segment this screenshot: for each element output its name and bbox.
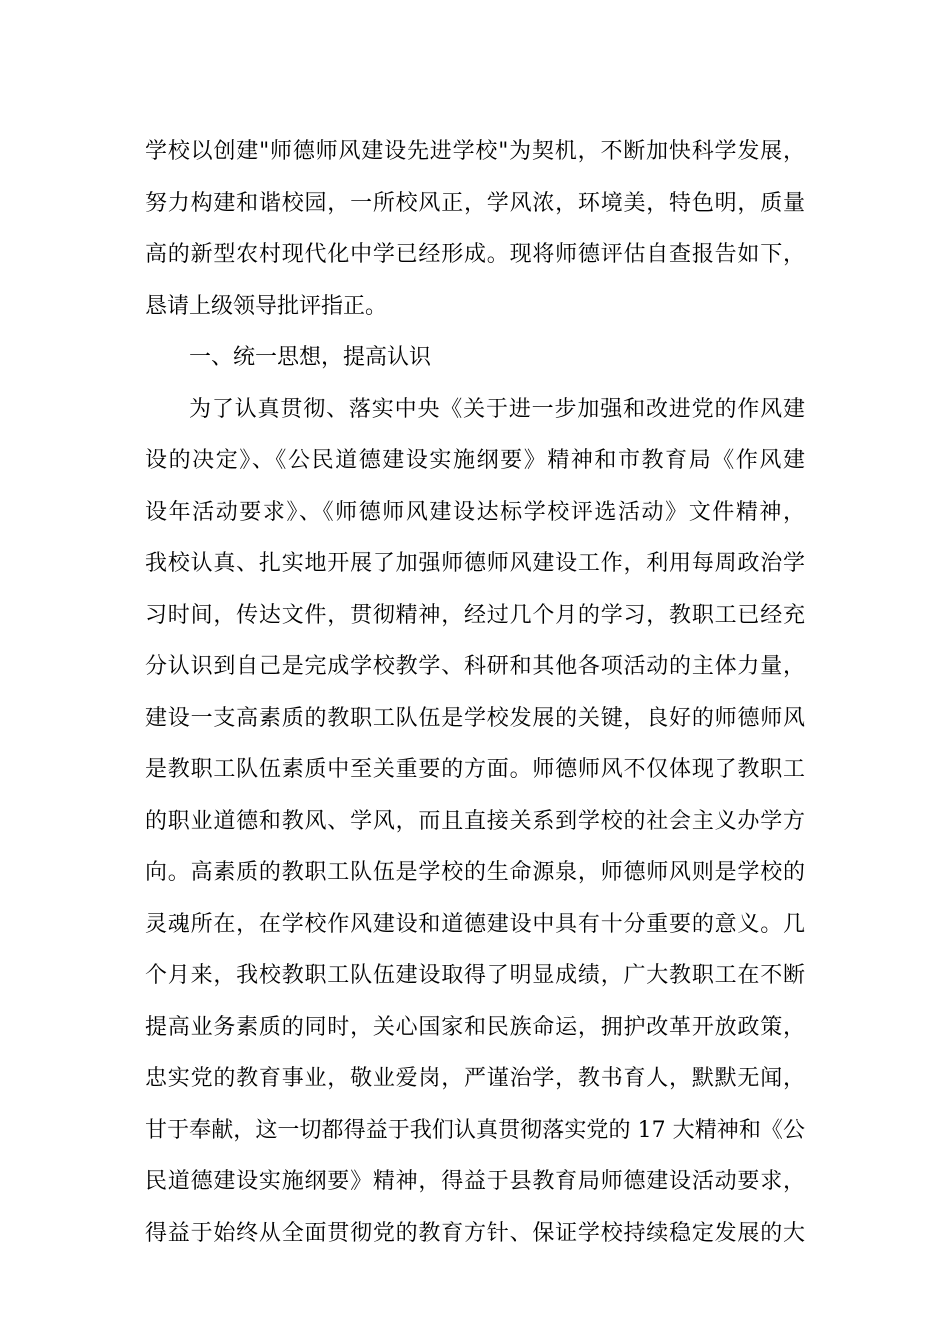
text-line: 为了认真贯彻、落实中央《关于进一步加强和改进党的作风建 [189,396,805,422]
section-heading: 一、统一思想，提高认识 [189,345,432,370]
text-line: 恳请上级领导批评指正。 [145,293,388,319]
text-line: 学校以创建"师德师风建设先进学校"为契机，不断加快科学发展， [145,139,805,164]
text-line: 设年活动要求》、《师德师风建设达标学校评选活动》文件精神， [145,499,805,525]
text-line: 分认识到自己是完成学校教学、科研和其他各项活动的主体力量， [145,654,805,679]
text-line: 的职业道德和教风、学风，而且直接关系到学校的社会主义办学方 [145,808,805,834]
text-line: 设的决定》、《公民道德建设实施纲要》精神和市教育局《作风建 [145,448,805,473]
text-line: 得益于始终从全面贯彻党的教育方针、保证学校持续稳定发展的大 [145,1220,805,1246]
text-line: 提高业务素质的同时，关心国家和民族命运，拥护改革开放政策， [145,1014,805,1040]
text-line: 习时间，传达文件，贯彻精神，经过几个月的学习，教职工已经充 [145,602,805,628]
text-line: 我校认真、扎实地开展了加强师德师风建设工作，利用每周政治学 [145,551,805,576]
text-line: 甘于奉献，这一切都得益于我们认真贯彻落实党的 17 大精神和《公 [145,1117,805,1143]
text-line: 忠实党的教育事业，敬业爱岗，严谨治学，教书育人，默默无闻， [145,1066,805,1091]
text-line: 努力构建和谐校园，一所校风正，学风浓，环境美，特色明，质量 [145,190,805,216]
text-line: 是教职工队伍素质中至关重要的方面。师德师风不仅体现了教职工 [145,757,805,782]
document-body [145,126,805,1259]
text-line: 灵魂所在，在学校作风建设和道德建设中具有十分重要的意义。几 [145,911,805,937]
text-line: 民道德建设实施纲要》精神，得益于县教育局师德建设活动要求， [145,1169,805,1194]
text-line: 建设一支高素质的教职工队伍是学校发展的关键，良好的师德师风 [145,705,805,731]
text-line: 高的新型农村现代化中学已经形成。现将师德评估自查报告如下， [145,242,805,267]
text-line: 个月来，我校教职工队伍建设取得了明显成绩，广大教职工在不断 [145,963,805,988]
text-line: 向。高素质的教职工队伍是学校的生命源泉，师德师风则是学校的 [145,860,805,885]
